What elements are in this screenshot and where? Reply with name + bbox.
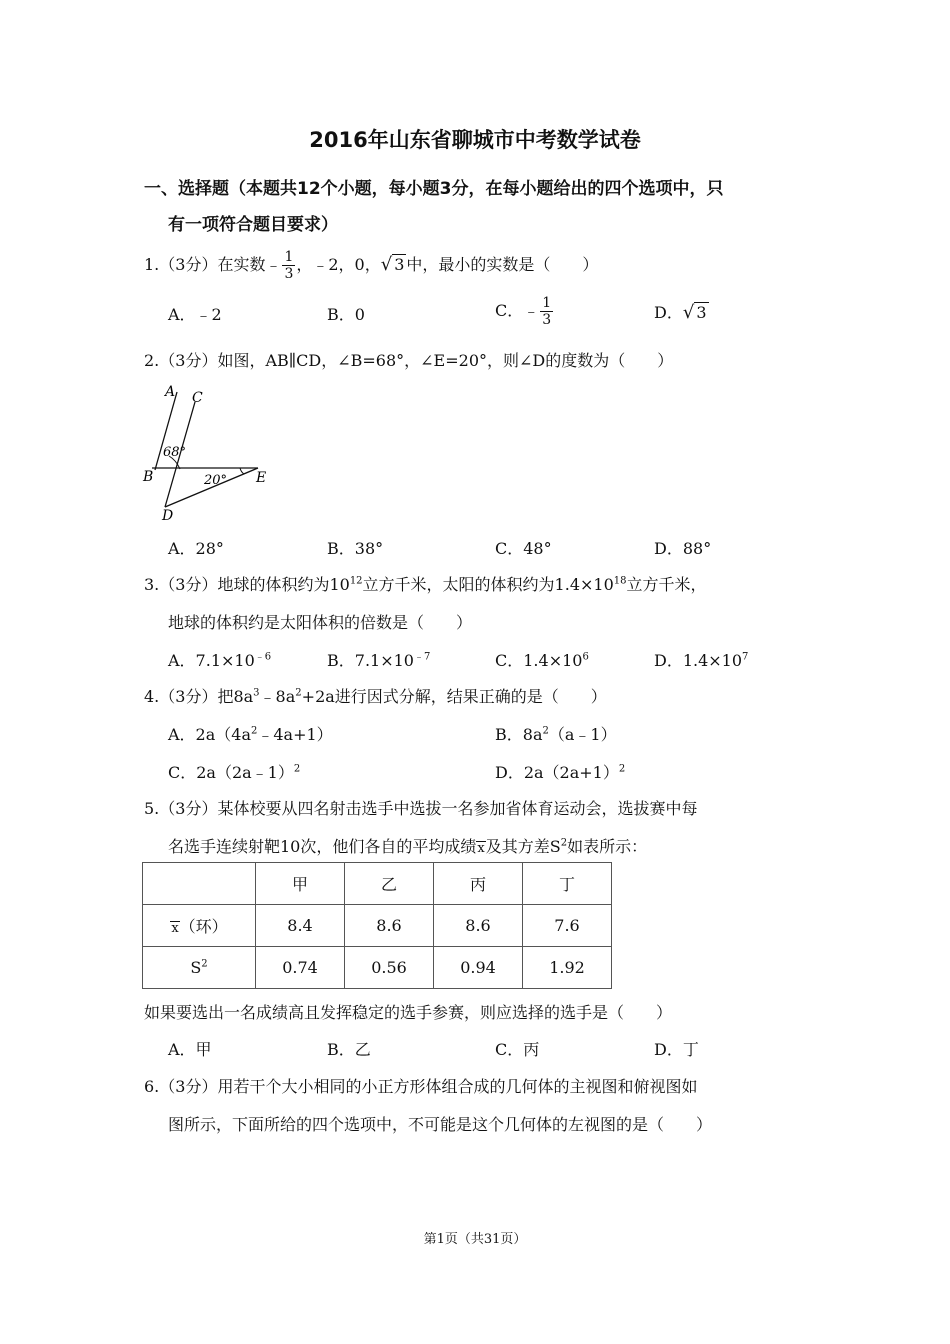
question-5-after: 如果要选出一名成绩高且发挥稳定的选手参赛，则应选择的选手是（ ） (144, 1003, 673, 1022)
scores-table (142, 862, 612, 989)
table-cell: 0.94 (434, 947, 523, 989)
q2-option-c: C．48° (495, 539, 552, 558)
label-20: 20° (204, 473, 228, 488)
table-cell: 7.6 (523, 905, 612, 947)
table-row-label: $S^2$ (143, 947, 256, 989)
label-b: B (143, 469, 154, 485)
section-heading-line1: 一、选择题（本题共12个小题，每小题3分，在每小题给出的四个选项中，只 (144, 179, 724, 199)
section-heading-line2: 有一项符合题目要求） (168, 215, 338, 235)
angle-arc-e (240, 468, 244, 474)
table-header-row (143, 863, 612, 905)
q5-option-b: B．乙 (327, 1040, 371, 1059)
table-cell: 0.74 (256, 947, 345, 989)
q2-figure (140, 382, 275, 522)
q4-option-d: D．$2a(2a+1)^2$ (495, 763, 626, 782)
table-cell: 1.92 (523, 947, 612, 989)
q5-option-d: D．丁 (654, 1040, 699, 1059)
question-3-line2: 地球的体积约是太阳体积的倍数是（ ） (168, 613, 473, 632)
x-bar-symbol: x (477, 841, 485, 856)
q1-sqrt: √ 3 (380, 254, 405, 275)
q4-option-c: C．2a（2a﹣1）$^2$ (168, 763, 301, 782)
q2-option-a: A．28° (168, 539, 224, 558)
q1-option-c: C．﹣ $\frac{1}{3}$ (495, 295, 552, 328)
question-6-line2: 图所示，下面所给的四个选项中，不可能是这个几何体的左视图的是（ ） (168, 1115, 713, 1134)
q2-option-d: D．88° (654, 539, 712, 558)
q3-option-c: C．$1.4\times 10^6$ (495, 651, 589, 670)
page-title: 2016年山东省聊城市中考数学试卷 (309, 128, 641, 152)
question-2: 2.（3分）如图，AB∥CD，∠B=68°，∠E=20°，则∠D的度数为（ ） (144, 351, 674, 370)
q3-option-a: A．$7.1\times 10^{﹣6}$ (168, 651, 272, 670)
table-cell: 8.6 (434, 905, 523, 947)
label-d: D (162, 508, 174, 522)
q5-option-a: A．甲 (168, 1040, 212, 1059)
q4-option-b: B．$8a^2(a﹣1)$ (495, 725, 617, 744)
q3-option-b: B．$7.1\times 10^{﹣7}$ (327, 651, 431, 670)
q1-option-d: D．√ 3 (654, 302, 707, 323)
label-a: A (165, 384, 176, 400)
table-corner-cell (143, 863, 256, 905)
q1-prefix: 1.（3分）在实数﹣ (144, 255, 282, 274)
table-row (143, 905, 612, 947)
q1-option-b: B．0 (327, 305, 365, 324)
q1-mid: ，﹣2，0， (296, 255, 381, 274)
table-header-cell: 乙 (345, 863, 434, 905)
table-row (143, 947, 612, 989)
table-header-cell: 甲 (256, 863, 345, 905)
table-cell: 8.6 (345, 905, 434, 947)
page-footer: 第1页（共31页） (423, 1232, 527, 1247)
question-4: 4.（3分）把$8a^3﹣8a^2+2a$进行因式分解，结果正确的是（ ） (144, 687, 607, 706)
label-e: E (256, 470, 267, 486)
label-68: 68° (163, 445, 187, 460)
label-c: C (192, 390, 203, 406)
question-1 (144, 250, 598, 281)
question-6-line1: 6.（3分）用若干个大小相同的小正方形体组合成的几何体的主视图和俯视图如 (144, 1077, 698, 1096)
q1-fraction: $\frac{1}{3}$ (284, 249, 294, 282)
table-header-cell: 丙 (434, 863, 523, 905)
question-5-line2: 名选手连续射靶10次，他们各自的平均成绩x及其方差$S^2$如表所示： (168, 837, 648, 856)
q1-option-a: A．﹣2 (168, 305, 222, 324)
table-cell: 8.4 (256, 905, 345, 947)
table-cell: 0.56 (345, 947, 434, 989)
question-3-line1: 3.（3分）地球的体积约为$10^{12}$立方千米，太阳的体积约为$1.4\times 10^{18}$立方千米， (144, 575, 707, 594)
table-header-cell: 丁 (523, 863, 612, 905)
q2-option-b: B．38° (327, 539, 384, 558)
table-row-label: x（环） (143, 905, 256, 947)
q5-option-c: C．丙 (495, 1040, 540, 1059)
question-5-line1: 5.（3分）某体校要从四名射击选手中选拔一名参加省体育运动会，选拔赛中每 (144, 799, 698, 818)
q4-option-a: A．$2a(4a^2﹣4a+1)$ (168, 725, 333, 744)
q1-suffix: 中，最小的实数是（ ） (406, 255, 599, 274)
q3-option-d: D．$1.4\times 10^7$ (654, 651, 749, 670)
